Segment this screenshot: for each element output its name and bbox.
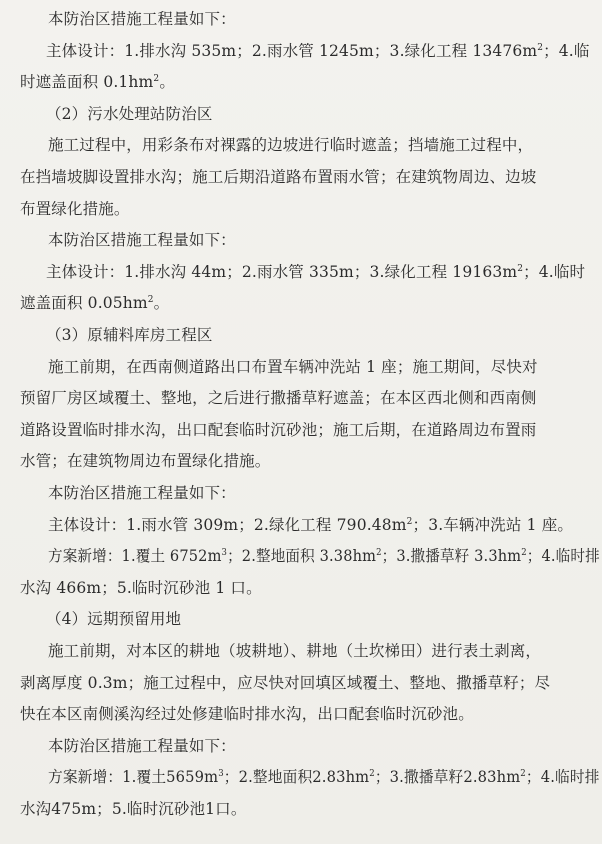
text-segment: 本防治区措施工程量如下： [48,484,236,502]
text-segment: 方案新增：1.覆土5659m [48,768,219,787]
text-segment: 快在本区南侧溪沟经过处修建临时排水沟，出口配套临时沉砂池。 [20,705,474,724]
text-segment: 时遮盖面积 0.1hm [20,73,154,92]
text-line [48,640,541,662]
text-line [48,482,236,504]
text-line [48,8,236,30]
text-line [48,514,573,536]
text-line [20,198,130,220]
text-line [46,261,585,283]
text-segment: ；3.撒播草籽 3.3hm [381,547,522,566]
text-segment: ；4.临时排 [525,768,600,787]
text-segment: （4）远期预留用地 [46,610,182,629]
text-segment: ；2.整地面积 3.38hm [227,547,377,566]
superscript: 2 [517,263,524,274]
text-segment: （2）污水处理站防治区 [46,104,213,123]
section-heading [46,324,213,346]
text-segment: 施工前期，在西南侧道路出口布置车辆冲洗站 1 座；施工期间，尽快对 [48,357,538,376]
text-line [48,766,600,788]
text-segment: ；4.临时 [523,262,586,281]
text-line [20,672,550,694]
text-line [48,356,538,378]
superscript: 3 [218,769,224,780]
text-line [20,798,246,820]
text-line [48,545,600,567]
text-segment: 主体设计：1.雨水管 309m；2.绿化工程 790.48m [48,515,407,534]
text-segment: 主体设计：1.排水沟 535m；2.雨水管 1245m；3.绿化工程 13476m [46,41,538,60]
text-line [48,229,236,251]
text-line [20,166,536,188]
text-segment: 水沟 466m；5.临时沉砂池 1 口。 [20,578,262,597]
text-line [20,703,474,725]
text-segment: 主体设计：1.排水沟 44m；2.雨水管 335m；3.绿化工程 19163m [46,262,518,281]
text-line [20,71,175,93]
section-heading [46,608,181,630]
text-segment: ；2.整地面积2.83hm [223,768,370,787]
text-segment: （3）原辅料库房工程区 [46,326,213,344]
text-segment: ；4.临 [543,41,590,60]
superscript: 3 [221,548,228,559]
section-heading [46,103,213,125]
superscript: 2 [406,516,413,527]
text-segment: 施工过程中，用彩条布对裸露的边坡进行临时遮盖；挡墙施工过程中， [48,136,534,155]
text-line [20,292,169,314]
text-segment: 布置绿化措施。 [20,199,130,218]
text-segment: 水沟475m；5.临时沉砂池1口。 [20,800,247,818]
text-segment: 本防治区措施工程量如下： [48,736,236,755]
text-segment: 。 [153,294,170,313]
text-segment: 本防治区措施工程量如下： [48,10,236,28]
text-segment: 道路设置临时排水沟，出口配套临时沉砂池；施工后期，在道路周边布置雨 [20,420,537,439]
text-line [20,450,270,472]
superscript: 2 [521,548,527,559]
superscript: 2 [376,548,382,559]
text-segment: 本防治区措施工程量如下： [48,231,236,250]
text-segment: 方案新增：1.覆土 6752m [48,547,222,566]
text-segment: ；4.临时排 [526,547,600,566]
text-segment: 施工前期，对本区的耕地（坡耕地）、耕地（土坎梯田）进行表土剥离， [48,642,542,660]
superscript: 2 [147,295,154,306]
text-line [20,419,536,441]
text-segment: 预留厂房区域覆土、整地，之后进行撒播草籽遮盖；在本区西北侧和西南侧 [20,389,537,408]
superscript: 2 [153,74,160,85]
text-line [20,387,536,409]
superscript: 2 [537,42,544,53]
text-segment: 剥离厚度 0.3m；施工过程中，应尽快对回填区域覆土、整地、撒播草籽；尽 [20,673,551,692]
text-segment: 遮盖面积 0.05hm [20,294,148,313]
superscript: 2 [520,769,526,780]
text-segment: 水管；在建筑物周边布置绿化措施。 [20,452,271,471]
text-segment: ；3.撒播草籽2.83hm [374,768,521,787]
text-line [48,134,533,156]
text-line [48,735,236,757]
text-segment: ；3.车辆冲洗站 1 座。 [412,515,574,534]
text-segment: 在挡墙坡脚设置排水沟；施工后期沿道路布置雨水管；在建筑物周边、边坡 [20,168,537,186]
text-line [20,577,262,599]
text-line [46,40,590,62]
superscript: 2 [369,769,375,780]
text-segment: 。 [159,73,175,92]
